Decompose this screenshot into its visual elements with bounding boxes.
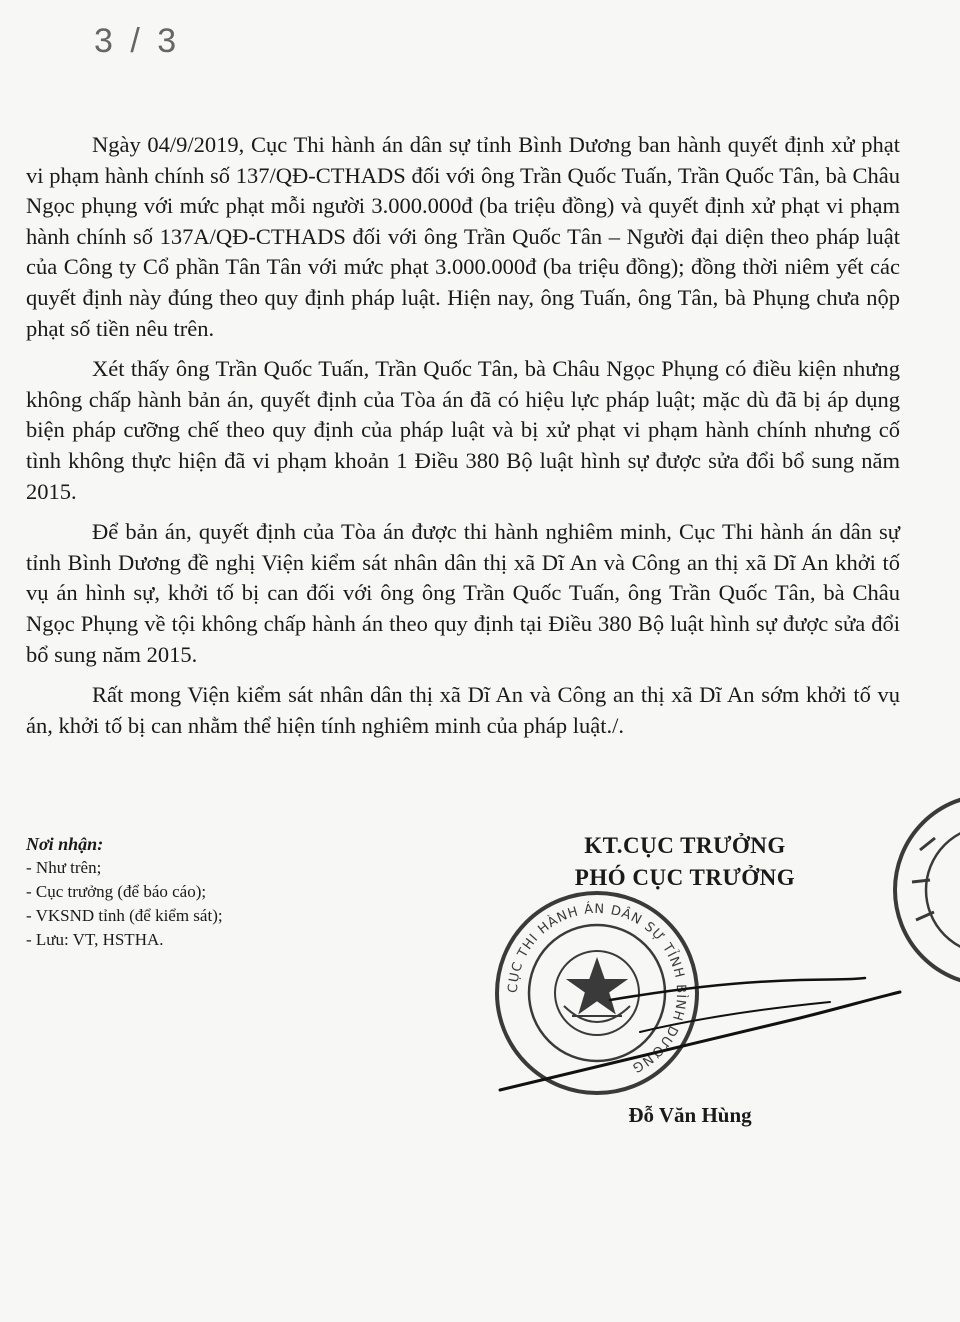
paragraph-3: Để bản án, quyết định của Tòa án được thi hành nghiêm minh, Cục Thi hành án dân sự tỉnh Bình Dương đề nghị Viện kiểm sát nhân dân thị xã Dĩ An và Công an thị xã Dĩ An khởi tố vụ án hình sự, khởi tố bị can đối với ông ông Trần Quốc Tuấn, ông Trần Quốc Tân, bà Châu Ngọc Phụng về tội không chấp hành án theo quy định tại Điều 380 Bộ luật hình sự được sửa đổi bổ sung năm 2015. (26, 519, 900, 667)
recipient-item: - Cục trưởng (để báo cáo); (26, 882, 207, 901)
recipient-item: - VKSND tỉnh (để kiểm sát); (26, 906, 223, 925)
paragraph-4: Rất mong Viện kiểm sát nhân dân thị xã Dĩ An và Công an thị xã Dĩ An sớm khởi tố vụ án, khởi tố bị can nhằm thể hiện tính nghiêm minh của pháp luật./. (26, 682, 900, 738)
document-body (26, 130, 900, 751)
signer-title-1: KT.CỤC TRƯỞNG (584, 833, 786, 858)
signer-name: Đỗ Văn Hùng (628, 1103, 752, 1127)
paragraph-1: Ngày 04/9/2019, Cục Thi hành án dân sự tỉnh Bình Dương ban hành quyết định xử phạt vi phạm hành chính số 137/QĐ-CTHADS đối với ông Trần Quốc Tuấn, Trần Quốc Tân, bà Châu Ngọc phụng với mức phạt mỗi người 3.000.000đ (ba triệu đồng) và quyết định xử phạt vi phạm hành chính số 137A/QĐ-CTHADS đối với ông Trần Quốc Tân – Người đại diện theo pháp luật của Công ty Cổ phần Tân Tân với mức phạt 3.000.000đ (ba triệu đồng); đồng thời niêm yết các quyết định này đúng theo quy định pháp luật. Hiện nay, ông Tuấn, ông Tân, bà Phụng chưa nộp phạt số tiền nêu trên. (26, 132, 900, 341)
signer-title-2: PHÓ CỤC TRƯỞNG (574, 865, 796, 890)
page-number: 3 / 3 (94, 22, 181, 60)
recipient-item: - Như trên; (26, 858, 102, 877)
recipients-block (26, 832, 446, 952)
signature-block (540, 830, 830, 894)
recipients-heading: Nơi nhận: (26, 834, 104, 854)
recipient-item: - Lưu: VT, HSTHA. (26, 930, 164, 949)
handwritten-signature (470, 940, 910, 1110)
stamp-text: CỤC THI HÀNH ÁN DÂN SỰ TỈNH BÌNH DƯƠNG (505, 901, 689, 1076)
paragraph-2: Xét thấy ông Trần Quốc Tuấn, Trần Quốc Tân, bà Châu Ngọc Phụng có điều kiện nhưng không chấp hành bản án, quyết định của Tòa án đã có hiệu lực pháp luật; mặc dù đã bị áp dụng biện pháp cưỡng chế theo quy định của pháp luật và bị xử phạt vi phạm hành chính nhưng cố tình không thực hiện đã vi phạm khoản 1 Điều 380 Bộ luật hình sự được sửa đổi bổ sung năm 2015. (26, 356, 900, 504)
